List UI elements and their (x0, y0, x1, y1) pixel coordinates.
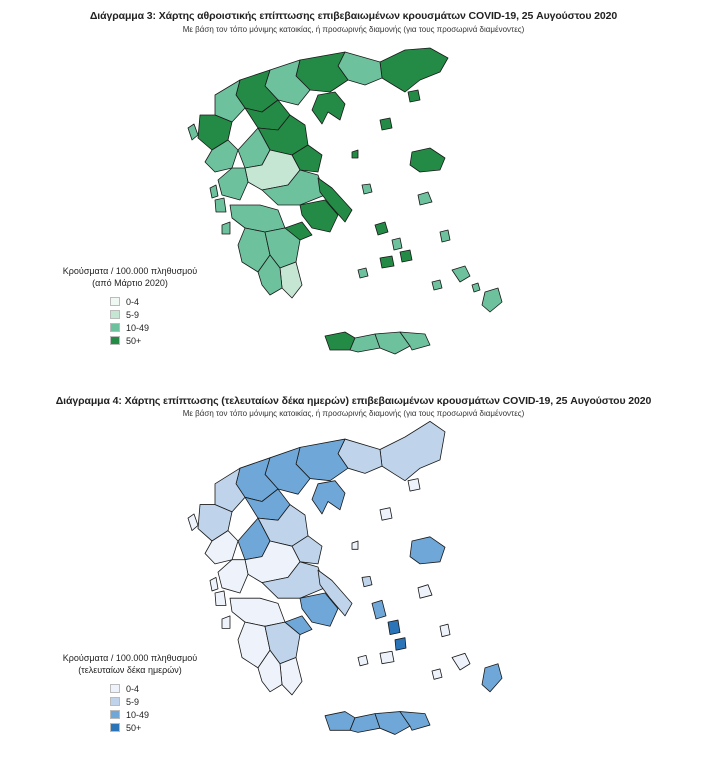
map1-region (472, 283, 480, 292)
map2-region (388, 620, 400, 635)
map1-legend-item (110, 295, 200, 308)
map2-region (418, 585, 432, 599)
map2-region (408, 479, 420, 491)
map2-region (410, 537, 445, 564)
map1-region (352, 150, 358, 158)
map2-region (230, 598, 285, 626)
map1-legend-label: 0-4 (126, 296, 140, 307)
map2-region (358, 655, 368, 665)
map1-region (215, 198, 226, 212)
map1-legend-label: 50+ (126, 335, 142, 346)
map1-swatch-3 (110, 336, 120, 345)
map2-legend-label: 50+ (126, 722, 142, 733)
map1-region (218, 168, 248, 200)
map1-region (392, 238, 402, 250)
map1-legend-item (110, 308, 200, 321)
map1-region (380, 48, 448, 92)
map2-legend-item (110, 721, 200, 734)
map2-region (432, 669, 442, 679)
map2-legend-label: 5-9 (126, 696, 140, 707)
map1-region (408, 90, 420, 102)
map1-region (452, 266, 470, 282)
map1-swatch-1 (110, 310, 120, 319)
map2-legend-label: 10-49 (126, 709, 150, 720)
map2-region (380, 508, 392, 520)
map1-region (325, 332, 355, 350)
map1-region (380, 118, 392, 130)
map1-region (440, 230, 450, 242)
map1-region (312, 92, 345, 124)
map1-region (410, 148, 445, 172)
map2-legend-item (110, 708, 200, 721)
map2-region (452, 653, 470, 670)
map2-swatch-1 (110, 697, 120, 706)
map1-legend-label: 10-49 (126, 322, 150, 333)
map2-title: Διάγραμμα 4: Χάρτης επίπτωσης (τελευταίων δέκα ημερών) επιβεβαιωμένων κρουσμάτων COVID-19, 25 Αυγούστου 2020 (55, 395, 652, 407)
map1-region (375, 222, 388, 235)
map1-swatch-0 (110, 297, 120, 306)
map2-swatch-0 (110, 684, 120, 693)
map2-subtitle: Με βάση τον τόπο μόνιμης κατοικίας, ή προσωρινής διαμονής (για τους προσωρινά διαμένοντες) (182, 409, 525, 418)
map2-region (215, 591, 226, 606)
map1-swatch-2 (110, 323, 120, 332)
map1-region (350, 334, 380, 352)
map2-region (372, 600, 386, 619)
map2-region (395, 638, 406, 650)
map2-region (440, 624, 450, 636)
map1-region (432, 280, 442, 290)
map1-title: Διάγραμμα 3: Χάρτης αθροιστικής επίπτωσης επιβεβαιωμένων κρουσμάτων COVID-19, 25 Αυγούστου 2020 (89, 10, 618, 22)
map1-region (362, 184, 372, 194)
map2-legend-item (110, 682, 200, 695)
map1-legend (60, 265, 200, 347)
map2-region (325, 712, 355, 731)
map1-region (188, 124, 198, 140)
map2-region (312, 481, 345, 514)
map1-region (482, 288, 502, 312)
map2-legend (60, 652, 200, 734)
map2-legend-title-line2: (τελευταίων δέκα ημερών) (78, 665, 182, 675)
map1-legend-title-line1: Κρούσματα / 100.000 πληθυσμού (62, 266, 198, 276)
map1-region (358, 268, 368, 278)
map1-subtitle: Με βάση τον τόπο μόνιμης κατοικίας, ή προσωρινής διαμονής (για τους προσωρινά διαμένοντες) (182, 25, 525, 34)
map2-region (280, 657, 302, 694)
map2-region (218, 560, 248, 593)
map2-region (188, 514, 198, 531)
map1-region (230, 205, 285, 232)
map1-region (418, 192, 432, 205)
map1-legend-item (110, 334, 200, 347)
map1-legend-item (110, 321, 200, 334)
map2-region (482, 664, 502, 692)
map2-region (362, 576, 372, 586)
map1-region (210, 185, 218, 198)
map1-region (380, 256, 394, 268)
map-panel-ten-day (0, 390, 707, 780)
map2-region (210, 577, 218, 591)
map2-region (350, 714, 380, 733)
map2-region (352, 541, 358, 549)
map1-legend-title-line2: (από Μάρτιο 2020) (92, 278, 168, 288)
map2-swatch-3 (110, 723, 120, 732)
map-panel-cumulative (0, 0, 707, 380)
map2-region (380, 651, 394, 663)
map1-region (280, 262, 302, 298)
map2-legend-title-line1: Κρούσματα / 100.000 πληθυσμού (62, 653, 198, 663)
map2-swatch-2 (110, 710, 120, 719)
map1-region (222, 222, 230, 234)
map2-region (380, 421, 445, 480)
map1-region (400, 250, 412, 262)
map2-region (222, 616, 230, 628)
map2-legend-label: 0-4 (126, 683, 140, 694)
map2-legend-item (110, 695, 200, 708)
map1-legend-label: 5-9 (126, 309, 140, 320)
